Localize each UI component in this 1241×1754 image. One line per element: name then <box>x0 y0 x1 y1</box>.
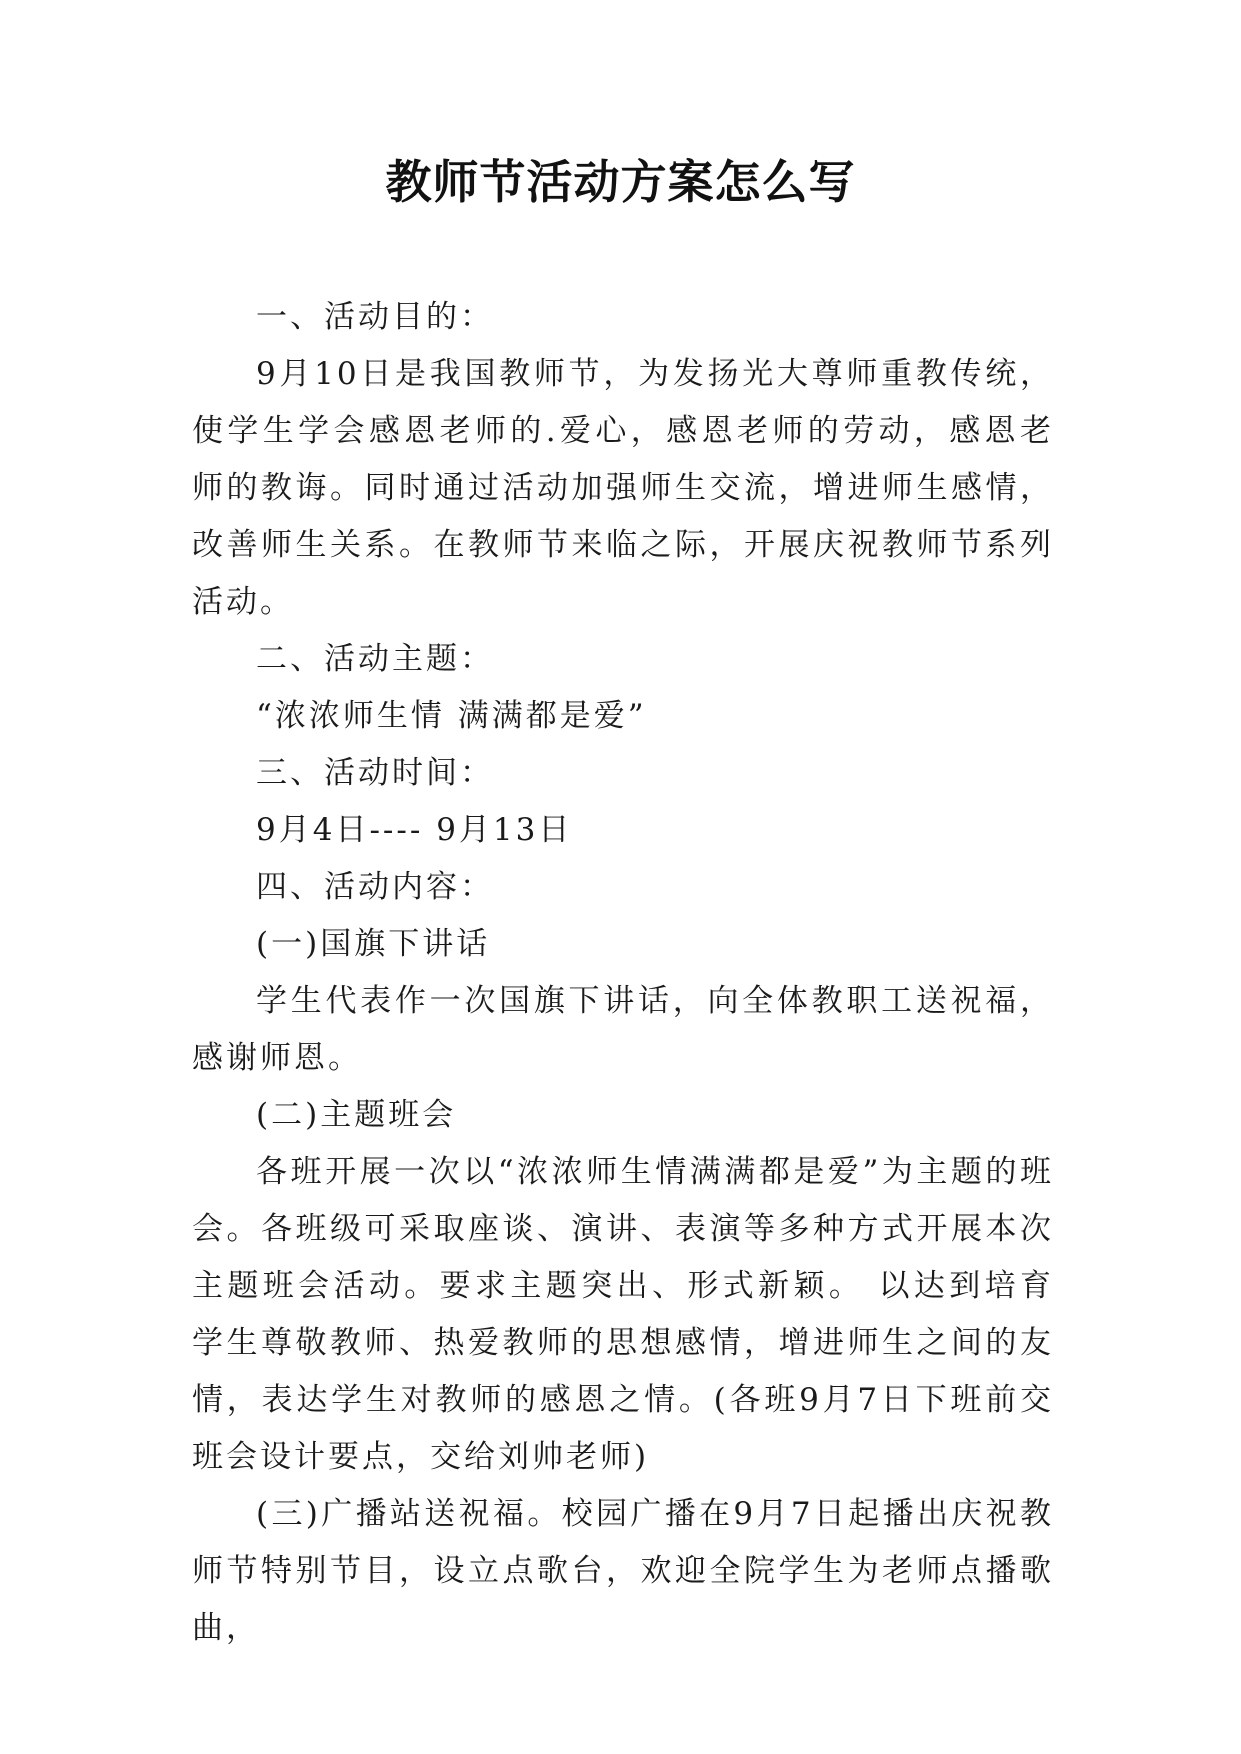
paragraph-class-meeting: 各班开展一次以“浓浓师生情满满都是爱”为主题的班会。各班级可采取座谈、演讲、表演等多种方式开展本次主题班会活动。要求主题突出、形式新颖。 以达到培育学生尊敬教师、热爱教师的思想感情，增进师生之间的友情，表达学生对教师的感恩之情。(各班9月7日下班前交班会设计要点，交给刘帅老师) <box>192 1154 1054 1475</box>
section-heading-content: 四、活动内容： <box>256 869 494 905</box>
section-heading-theme: 二、活动主题： <box>256 641 494 677</box>
subheading-flag-speech: (一)国旗下讲话 <box>256 926 491 962</box>
document-body <box>192 289 1054 1657</box>
paragraph-flag-speech: 学生代表作一次国旗下讲话，向全体教职工送祝福，感谢师恩。 <box>192 983 1054 1076</box>
document-title: 教师节活动方案怎么写 <box>385 155 856 209</box>
section-heading-time: 三、活动时间： <box>256 755 494 791</box>
section-heading-purpose: 一、活动目的： <box>256 299 494 335</box>
paragraph-theme: “浓浓师生情 满满都是爱” <box>256 698 647 734</box>
paragraph-time: 9月4日---- 9月13日 <box>256 812 573 848</box>
subheading-class-meeting: (二)主题班会 <box>256 1097 457 1133</box>
paragraph-broadcast: (三)广播站送祝福。校园广播在9月7日起播出庆祝教师节特别节目，设立点歌台，欢迎全院学生为老师点播歌曲， <box>192 1496 1054 1646</box>
paragraph-purpose: 9月10日是我国教师节，为发扬光大尊师重教传统，使学生学会感恩老师的.爱心，感恩老师的劳动，感恩老师的教诲。同时通过活动加强师生交流，增进师生感情，改善师生关系。在教师节来临之际，开展庆祝教师节系列活动。 <box>192 356 1054 620</box>
